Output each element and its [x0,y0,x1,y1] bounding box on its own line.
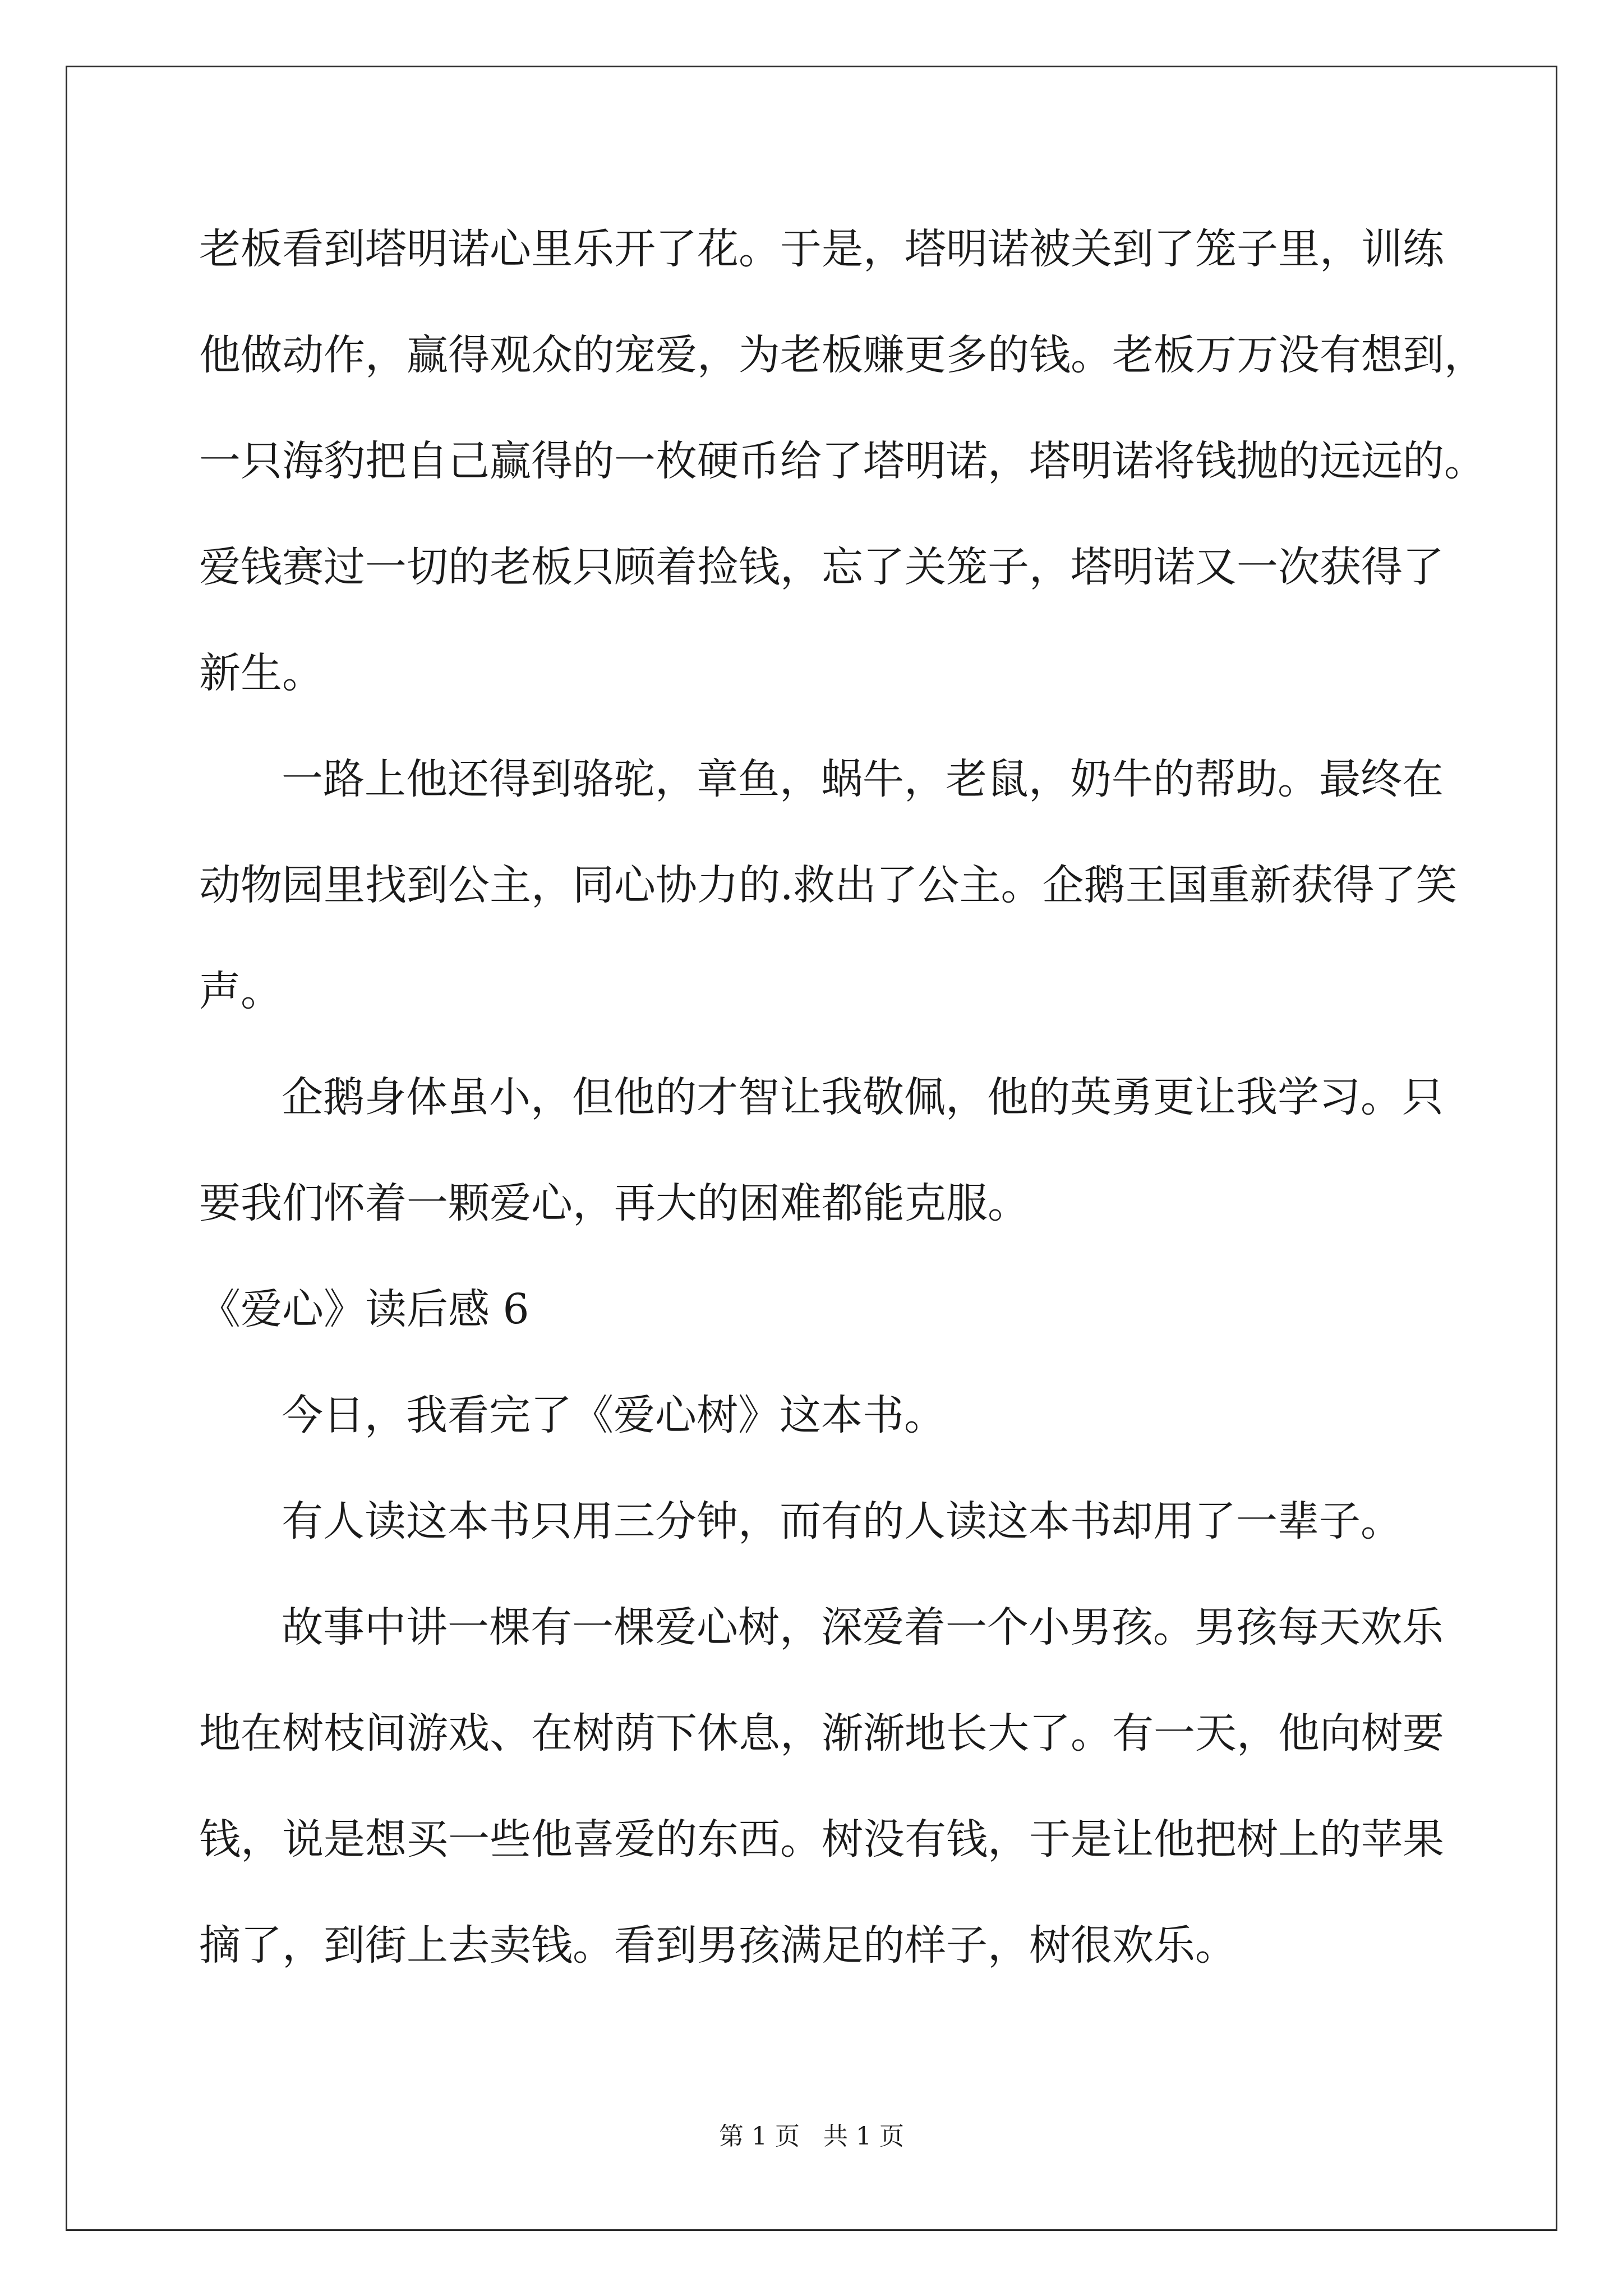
text-line: 一只海豹把自己赢得的一枚硬币给了塔明诺，塔明诺将钱抛的远远的。 [199,437,1486,485]
text-line: 企鹅身体虽小，但他的才智让我敬佩，他的英勇更让我学习。只 [282,1073,1444,1121]
text-line: 他做动作，赢得观众的宠爱，为老板赚更多的钱。老板万万没有想到， [199,331,1486,379]
section-heading: 《爱心》读后感 6 [199,1285,529,1333]
text-line: 钱，说是想买一些他喜爱的东西。树没有钱，于是让他把树上的苹果 [199,1815,1444,1864]
text-line: 动物园里找到公主，同心协力的.救出了公主。企鹅王国重新获得了笑 [199,861,1458,909]
text-line: 有人读这本书只用三分钟，而有的人读这本书却用了一辈子。 [282,1497,1402,1545]
text-line: 老板看到塔明诺心里乐开了花。于是，塔明诺被关到了笼子里，训练 [199,225,1444,273]
text-line: 声。 [199,967,282,1015]
page-border [66,66,1557,2231]
text-line: 新生。 [199,649,324,697]
text-line: 今日，我看完了《爱心树》这本书。 [282,1391,946,1439]
text-line: 故事中讲一棵有一棵爱心树，深爱着一个小男孩。男孩每天欢乐 [282,1603,1444,1651]
page-footer: 第 1 页 共 1 页 [719,2122,904,2151]
text-line: 摘了，到街上去卖钱。看到男孩满足的样子，树很欢乐。 [199,1921,1237,1970]
text-line: 地在树枝间游戏、在树荫下休息，渐渐地长大了。有一天，他向树要 [199,1709,1444,1757]
text-line: 要我们怀着一颗爱心，再大的困难都能克服。 [199,1179,1029,1227]
text-line: 爱钱赛过一切的老板只顾着捡钱，忘了关笼子，塔明诺又一次获得了 [199,543,1444,591]
text-line: 一路上他还得到骆驼，章鱼，蜗牛，老鼠，奶牛的帮助。最终在 [282,755,1444,803]
